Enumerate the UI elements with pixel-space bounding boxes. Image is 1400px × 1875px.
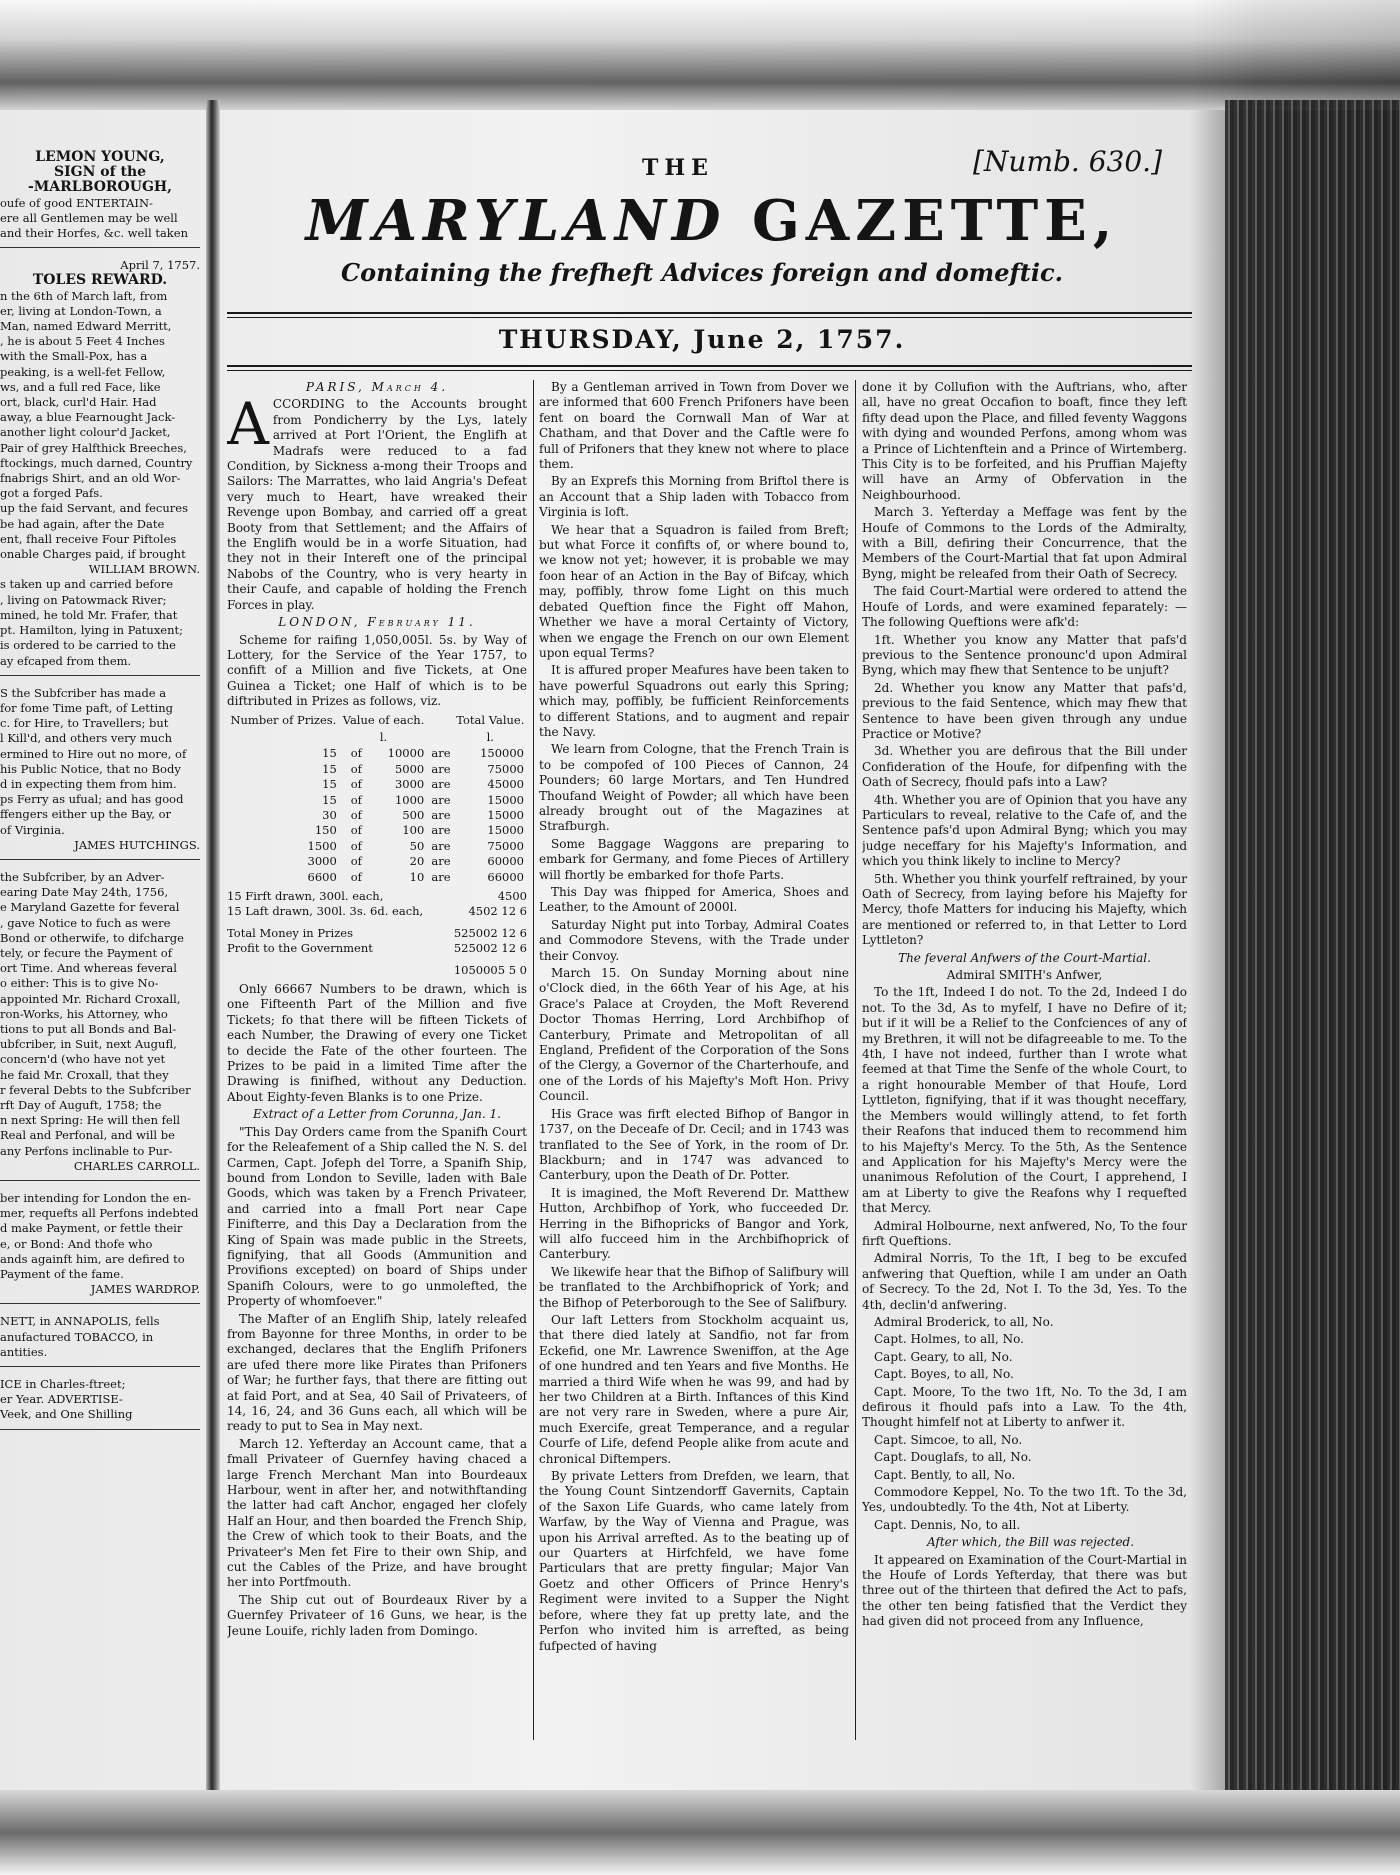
short-answer: Capt. Douglafs, to all, No. <box>874 1450 1032 1465</box>
lottery-cell: are <box>431 792 451 807</box>
lottery-totals <box>227 889 527 978</box>
london-dateline: LONDON, February 11. <box>278 615 476 630</box>
answers-head: The feveral Anfwers of the Court-Martial. <box>898 950 1151 965</box>
lottery-table <box>227 712 527 885</box>
smith-head: Admiral SMITH's Anfwer, <box>946 968 1103 983</box>
ad-signature: WILLIAM BROWN. <box>88 562 200 577</box>
lottery-row <box>227 808 527 823</box>
lottery-cell: of <box>350 807 362 822</box>
bill-rejected: After which, the Bill was rejected. <box>926 1535 1135 1550</box>
lottery-cell: of <box>350 777 362 792</box>
first-drawn-row <box>227 889 527 904</box>
last-drawn-row <box>227 904 527 919</box>
article-columns <box>227 380 1192 1780</box>
lottery-cell: 3000 <box>394 777 425 792</box>
moore-answer: Capt. Moore, To the two 1ft, No. To the 3d, I am defirous it fhould pafs into a Law. To the 4th, Thought himfelf not at Liberty to anfwer it. <box>862 1384 1187 1430</box>
lottery-cell: 3000 <box>307 854 337 869</box>
lottery-unit: l. <box>379 729 388 744</box>
masthead-rule-top <box>227 312 1192 314</box>
lottery-cell: of <box>350 746 362 761</box>
lottery-notes: Only 66667 Numbers to be drawn, which is one Fifteenth Part of the Million and five Tickets; fo that there will be fifteen Tickets of each Number, the Drawing of every one Ticket to decide the Fate of the other fourteen. The Prizes to be paid in a limited Time after the Drawing is finifhed, without any Deduction. About Eighty-feven Blanks is to one Prize. <box>227 982 527 1104</box>
question-1: 1ft. Whether you know any Matter that pafs'd previous to the Sentence pronounc'd upon Admiral Byng, which may fhew that Sentence to be unjuft? <box>862 632 1187 678</box>
ad-body: ICE in Charles-ftreet; er Year. ADVERTISE- Veek, and One Shilling <box>0 1377 133 1422</box>
ad-body: oufe of good ENTERTAIN- ere all Gentlemen may be well and their Horfes, &c. well taken <box>0 195 188 241</box>
bayonne-article: The Mafter of an Englifh Ship, lately releafed from Bayonne for three Months, in order to be exchanged, declares that the Englifh Prifoners are ufed there more like Pirates than Prifoners of War; he further fays, that there are fitting out at faid Port, and at Sea, 40 Sail of Privateers, of 14, 16, 24, and 36 Guns each, all which will be ready to put to Sea in May next. <box>227 1311 527 1434</box>
short-answer: Capt. Simcoe, to all, No. <box>874 1432 1023 1447</box>
keppel-answer: Commodore Keppel, No. To the two 1ft. To the 3d, Yes, undoubtedly. To the 4th, Not at Liberty. <box>862 1485 1187 1515</box>
lottery-cell: are <box>431 823 451 838</box>
lottery-cell: 50 <box>409 838 425 853</box>
lottery-cell: 45000 <box>487 777 524 792</box>
ad-body: NETT, in ANNAPOLIS, fells anufactured TOBACCO, in antities. <box>0 1314 160 1359</box>
lottery-row <box>227 854 527 869</box>
lottery-cell: 15000 <box>487 823 524 838</box>
lottery-header-blank <box>427 712 453 729</box>
lottery-cell: 5000 <box>394 761 425 776</box>
lottery-cell: 150 <box>314 823 337 838</box>
left-advertisement <box>0 258 200 675</box>
column-2-paragraph: Saturday Night put into Torbay, Admiral Coates and Commodore Stevens, with the Trade under their Convoy. <box>539 917 849 963</box>
masthead <box>222 140 1222 315</box>
column-2-paragraph: Some Baggage Waggons are preparing to embark for Germany, and fome Pieces of Artillery will fhortly be embarked for thofe Parts. <box>539 836 849 882</box>
lottery-cell: 15000 <box>487 792 524 807</box>
lottery-cell: are <box>431 854 451 869</box>
left-advertisement <box>0 870 200 1181</box>
norris-answer: Admiral Norris, To the 1ft, I beg to be excufed anfwering that Queftion, while I am under an Oath of Secrecy. To the 2d, Not I. To the 3d, Yes. To the 4th, declin'd anfwering. <box>862 1251 1187 1312</box>
lottery-cell: 75000 <box>487 761 524 776</box>
grand-total-row <box>227 963 527 978</box>
grand-total-value: 1050005 5 0 <box>453 962 527 977</box>
drop-cap: A <box>227 390 269 459</box>
lottery-unit <box>427 729 453 746</box>
left-advertisement <box>0 1377 200 1430</box>
jeune-louise-article: The Ship cut out of Bourdeaux River by a Guernfey Privateer of 16 Guns, we hear, is the Jeune Louife, richly laden from Domingo. <box>227 1592 527 1638</box>
column-2-paragraph: It is affured proper Meafures have been taken to have powerful Squadrons out early this Spring; which may, poffibly, be fufficient Reinforcements to different Stations, and to augment and repair the Navy. <box>539 663 849 739</box>
top-shadow <box>0 0 1400 110</box>
column-2-paragraph: By a Gentleman arrived in Town from Dover we are informed that 600 French Prifoners have been fent on board the Cornwall Man of War at Chatham, and that Dover and the Caftle were fo full of Prifoners that they knew not where to place them. <box>539 380 849 472</box>
short-answer: Capt. Geary, to all, No. <box>874 1349 1013 1364</box>
short-answer: Capt. Holmes, to all, No. <box>874 1332 1024 1347</box>
last-drawn-label: 15 Laft drawn, 300l. 3s. 6d. each, <box>227 904 424 919</box>
issue-number: [Numb. 630.] <box>973 145 1162 178</box>
lottery-header-prizes: Number of Prizes. <box>230 712 337 727</box>
lottery-header-total: Total Value. <box>456 712 525 727</box>
short-answer: Capt. Bently, to all, No. <box>874 1467 1016 1482</box>
lottery-cell: 15 <box>322 777 337 792</box>
lottery-row <box>227 746 527 761</box>
first-drawn-value: 4500 <box>497 889 527 903</box>
corunna-head: Extract of a Letter from Corunna, Jan. 1. <box>253 1107 501 1122</box>
masthead-rule-top-thin <box>227 317 1192 318</box>
column-2-paragraph: We likewife hear that the Bifhop of Salifbury will be tranflated to the Archbifhoprick of York; and the Bifhop of Peterborough to the See of Salifbury. <box>539 1264 849 1310</box>
auftrians-article: done it by Collufion with the Auftrians, who, after all, have no great Occafion to boaft, fince they left fifty dead upon the Place, and filled feventy Waggons with dying and wounded Perfons, among whom was a Prince of Lichtenftein and a Prince of Wirtemberg. This City is to be forfeited, and his Pruffian Majefty will have an Army of Obfervation in the Neighbourhood. <box>862 380 1187 502</box>
lottery-cell: are <box>431 777 451 792</box>
column-2-paragraph: By an Exprefs this Morning from Briftol there is an Account that a Ship laden with Tobacco from Virginia is loft. <box>539 474 849 520</box>
lottery-cell: 30 <box>322 807 337 822</box>
lottery-cell: 75000 <box>487 838 524 853</box>
lottery-header-value: Value of each. <box>342 712 425 727</box>
lottery-row <box>227 823 527 838</box>
main-page <box>222 140 1222 1790</box>
column-2-paragraph: This Day was fhipped for America, Shoes and Leather, to the Amount of 2000l. <box>539 885 849 915</box>
column-2 <box>539 380 849 1780</box>
lottery-cell: are <box>431 746 451 761</box>
column-2-paragraph: We hear that a Squadron is failed from Breft; but what Force it confifts of, or where bound to, we know not yet; however, it is probable we may foon hear of an Action in the Bay of Bifcay, which may, poffibly, throw fome Light on this much debated Queftion fince the Fight off Mahon, Whether we have a moral Certainty of Victory, when we engage the French on our own Element upon equal Terms? <box>539 522 849 660</box>
left-advertisement <box>0 150 200 248</box>
commons-message: March 3. Yefterday a Meffage was fent by the Houfe of Commons to the Lords of the Admiralty, with a Bill, defiring their Concurrence, that the Members of the Court-Martial that fat upon Admiral Byng, might be releafed from their Oath of Secrecy. <box>862 505 1187 581</box>
left-advertisement <box>0 1314 200 1367</box>
column-rule-1 <box>533 380 534 1740</box>
left-advertisement <box>0 1191 200 1304</box>
total-prizes-label: Total Money in Prizes <box>227 925 353 940</box>
bottom-shadow <box>0 1790 1400 1875</box>
masthead-rule-bottom <box>227 365 1192 367</box>
lottery-cell: 15 <box>322 792 337 807</box>
lottery-cell: are <box>431 761 451 776</box>
final-paragraph: It appeared on Examination of the Court-Martial in the Houfe of Lords Yefterday, that there was but three out of the thirteen that defired the Act to pafs, the other ten being fatisfied that the Verdict they had given did not proceed from any Influence, <box>862 1552 1187 1629</box>
dennis-answer: Capt. Dennis, No, to all. <box>874 1517 1021 1532</box>
ad-date: April 7, 1757. <box>120 258 200 273</box>
paris-dateline: PARIS, March 4. <box>305 380 449 394</box>
ad-signature: CHARLES CARROLL. <box>73 1158 200 1173</box>
lottery-cell: 20 <box>409 854 425 869</box>
ad-body: S the Subfcriber has made a for fome Time paft, of Letting c. for Hire, to Travellers; but l Kill'd, and others very much ermined to Hire out no more, of his Public Notice, that no Body d in expecting them from him. ps Ferry as ufual; and has good ffengers either up the Bay, or of Virginia. <box>0 685 187 837</box>
column-2-paragraph: His Grace was firft elected Bifhop of Bangor in 1737, on the Deceafe of Dr. Cecil; and in 1743 was tranflated to the See of York, in the room of Dr. Blackburn; and in 1747 was advanced to Canterbury, upon the Death of Dr. Potter. <box>539 1106 849 1183</box>
lottery-cell: are <box>431 869 451 884</box>
lottery-cell: 15000 <box>487 807 524 822</box>
corunna-letter: "This Day Orders came from the Spanifh Court for the Releafement of a Ship called the N. S. del Carmen, Capt. Jofeph del Torre, a Spanifh Ship, bound from London to Seville, laden with Bale Goods, which was taken by a French Privateer, and carried into a fmall Port near Cape Finifterre, and this Day a Declaration from the King of Spain was made public in the Streets, fignifying, that all Goods (Ammunition and Provifions excepted) on board of Ships under Spanifh Colours, were to go unmolefted, the Property of whomfoever." <box>227 1124 527 1309</box>
ad-signature: JAMES HUTCHINGS. <box>74 837 200 852</box>
short-answer: Admiral Broderick, to all, No. <box>874 1314 1054 1329</box>
first-drawn-label: 15 Firft drawn, 300l. each, <box>227 889 384 903</box>
lottery-cell: 15 <box>322 746 337 761</box>
paris-article <box>227 390 527 613</box>
lottery-scheme-text: Scheme for raifing 1,050,005l. 5s. by Way of Lottery, for the Service of the Year 1757, to confift of a Million and five Tickets, at One Guinea a Ticket; one Half of which is to be diftributed in Prizes as follows, viz. <box>227 632 527 709</box>
lottery-cell: 60000 <box>487 854 524 869</box>
lottery-cell: 150000 <box>480 746 524 761</box>
column-2-paragraph: Our laft Letters from Stockholm acquaint us, that there died lately at Sandfio, not far from Eckefid, one Mr. Lawrence Sweniffon, at the Age of one hundred and ten Years and five Months. He married a third Wife when he was 99, and had by her two Children at a Birth. Inftances of this Kind are not very rare in Sweden, where a pure Air, much Exercife, great Temperance, and a regular Courfe of Life, defend People alike from acute and chronical Diftempers. <box>539 1312 849 1466</box>
newspaper-subtitle: Containing the frefheft Advices foreign and domeftic. <box>341 258 1063 287</box>
issue-date: THURSDAY, June 2, 1757. <box>498 325 906 354</box>
title-gazette: GAZETTE, <box>751 188 1119 254</box>
question-2: 2d. Whether you know any Matter that pafs'd, previous to the faid Sentence, which may fhew that Sentence to have been given through any undue Practice or Motive? <box>862 680 1187 741</box>
question-5: 5th. Whether you think yourfelf reftrained, by your Oath of Secrecy, from laying before his Majefty for Mercy, thofe Matters for inducing his Majefty, which are mentioned or referred to, in that Letter to Lord Lyttleton? <box>862 871 1187 948</box>
lottery-cell: are <box>431 838 451 853</box>
lottery-cell: 10 <box>409 869 425 884</box>
lottery-cell: 1500 <box>307 838 337 853</box>
column-2-paragraph: We learn from Cologne, that the French Train is to be compofed of 100 Pieces of Cannon, 24 Pounders; 60 large Mortars, and Ten Hundred Thoufand Weight of Powder; all which have been already brought out of the Magazines at Strafburgh. <box>539 742 849 834</box>
profit-label: Profit to the Government <box>227 941 373 956</box>
lottery-row <box>227 870 527 885</box>
court-martial-intro: The faid Court-Martial were ordered to attend the Houfe of Lords, and were examined feparately: —The following Queftions were afk'd: <box>862 584 1187 630</box>
lottery-cell: of <box>350 823 362 838</box>
paris-text: CCORDING to the Accounts brought from Pondicherry by the Lys, lately arrived at Port l'Orient, the Englifh at Madrafs were reduced to a fad Condition, by Sickness a-mong their Troops and Sailors: The Marrattes, who laid Angria's Defeat very much to Heart, have wreaked their Revenge upon Bombay, and carried off a great Booty from that Settlement; and the Affairs of the Englifh would be in a worfe Situation, had they not in their Intereft one of the principal Nabobs of the Country, who is very hearty in their Caufe, and capable of holding the French Forces in play. <box>227 397 527 612</box>
question-3: 3d. Whether you are defirous that the Bill under Confideration of the Houfe, for difpenfing with the Oath of Secrecy, fhould pafs into a Law? <box>862 744 1187 790</box>
smith-answer: To the 1ft, Indeed I do not. To the 2d, Indeed I do not. To the 3d, As to myfelf, I have no Defire of it; but if it will be a Relief to the Confciences of any of my Brethren, it will not be difagreeable to me. To the 4th, I have not indeed, further than I wrote what feemed at that Time the Senfe of the whole Court, to a right honourable Member of that Houfe, Lord Lyttleton, fignifying, that if it was thought neceffary, the Members would willingly attend, to fet forth their Reafons that induced them to recommend him to his Majefty's Mercy. To the 5th, As the Sentence and Application for his Majefty's Mercy were the unanimous Refolution of the Court, I apprehend, I am at Liberty to give the Reafons why I requefted that Mercy. <box>862 985 1187 1216</box>
lottery-row <box>227 839 527 854</box>
lottery-cell: 10000 <box>387 746 425 761</box>
lottery-cell: 1000 <box>394 792 425 807</box>
newspaper-title <box>232 188 1192 254</box>
lottery-unit: l. <box>486 729 494 744</box>
lottery-cell: of <box>350 838 362 853</box>
lottery-unit <box>227 729 340 746</box>
masthead-the: THE <box>642 155 714 181</box>
lottery-row <box>227 777 527 792</box>
ad-signature: JAMES WARDROP. <box>90 1282 200 1297</box>
lottery-cell: 15 <box>322 761 337 776</box>
column-2-paragraph: It is imagined, the Moft Reverend Dr. Matthew Hutton, Archbifhop of York, who fucceeded Dr. Herring in the Bifhopricks of Bangor and York, will alfo fucceed him in the Archbifhoprick of Canterbury. <box>539 1185 849 1262</box>
profit-row <box>227 941 527 956</box>
ad-body: ber intending for London the en- mer, requefts all Perfons indebted d make Payment, or fettle their e, or Bond: And thofe who ands againft him, are defired to Payment of the fame. <box>0 1191 199 1282</box>
lottery-cell: 500 <box>402 807 425 822</box>
ad-body: the Subfcriber, by an Adver- earing Date May 24th, 1756, e Maryland Gazette for feveral , gave Notice to fuch as were Bond or otherwife, to difcharge tely, or fecure the Payment of ort Time. And whereas feveral o either: This is to give No- appointed Mr. Richard Croxall, ron-Works, his Attorney, who tions to put all Bonds and Bal- ubfcriber, in Suit, next Augufl, concern'd (who have not yet he faid Mr. Croxall, that they r feveral Debts to the Subfcriber rft Day of Auguft, 1758; the n next Spring: He will then fell Real and Perfonal, and will be any Perfons inclinable to Pur- <box>0 869 191 1158</box>
column-1 <box>227 380 527 1780</box>
ad-heading: TOLES REWARD. <box>32 272 168 289</box>
privateer-article: March 12. Yefterday an Account came, that a fmall Privateer of Guernfey having chaced a large French Merchant Man into Bourdeaux Harbour, went in after her, and notwithftanding the latter had caft Anchor, engaged her clofely Half an Hour, and then boarded the French Ship, the Crew of which took to their Boats, and the Privateer's Men fet Fire to their own Ship, and cut the Cables of the Prize, and have brought her into Portfmouth. <box>227 1436 527 1590</box>
lottery-cell: 100 <box>402 823 425 838</box>
lottery-row <box>227 762 527 777</box>
column-3 <box>862 380 1187 1780</box>
total-prizes-value: 525002 12 6 <box>453 925 527 940</box>
left-page-fragment <box>0 150 200 1790</box>
ad-heading: LEMON YOUNG, SIGN of the -MARLBOROUGH, <box>27 150 173 196</box>
column-rule-2 <box>855 380 856 1740</box>
lottery-cell: of <box>350 854 362 869</box>
lottery-cell: of <box>350 761 362 776</box>
ad-body: n the 6th of March laft, from er, living at London-Town, a Man, named Edward Merritt, , he is about 5 Feet 4 Inches with the Small-Pox, has a peaking, is a well-fet Fellow, ws, and a full red Face, like ort, black, curl'd Hair. Had away, a blue Fearnought Jack- another light colour'd Jacket, Pair of grey Halfthick Breeches, ftockings, much darned, Country fnabrigs Shirt, and an old Wor- got a forged Pafs. up the faid Servant, and fecures be had again, after the Date ent, fhall receive Four Piftoles onable Charges paid, if brought <box>0 288 193 562</box>
title-maryland: MARYLAND <box>305 188 727 254</box>
lottery-cell: of <box>350 869 362 884</box>
last-drawn-value: 4502 12 6 <box>468 904 527 919</box>
ad-postscript: s taken up and carried before , living on Patowmack River; mined, he told Mr. Frafer, that pt. Hamilton, lying in Patuxent; is ordered to be carried to the ay efcaped from them. <box>0 577 184 668</box>
column-2-paragraph: March 15. On Sunday Morning about nine o'Clock died, in the 66th Year of his Age, at his Grace's Palace at Croyden, the Moft Reverend Doctor Thomas Herring, Lord Archbifhop of Canterbury, Primate and Metropolitan of all England, Prefident of the Corporation of the Sons of the Clergy, a Governor of the Charterhoufe, and one of the Lords of his Majefty's Moft Hon. Privy Council. <box>539 966 849 1104</box>
book-gutter <box>206 100 220 1800</box>
column-2-paragraph: By private Letters from Drefden, we learn, that the Young Count Sintzendorff Gavernits, Captain of the Saxon Life Guards, who came lately from Warfaw, by the Way of Vienna and Prague, was upon his Arrival arrefted. As to the beating up of our Quarters at Hirfchfeld, we have fome Particulars that are pretty fingular; Major Van Goetz and other Officers of Prince Henry's Regiment were invited to a Supper the Night before, where they fat up pretty late, and the Perfon who invited him is arrefted, as being fufpected of having <box>539 1469 849 1653</box>
lottery-cell: 6600 <box>307 869 337 884</box>
left-advertisement <box>0 686 200 860</box>
lottery-cell: of <box>350 792 362 807</box>
short-answer: Capt. Boyes, to all, No. <box>874 1367 1014 1382</box>
lottery-cell: are <box>431 807 451 822</box>
masthead-rule-bottom-thin <box>227 370 1192 371</box>
holbourne-answer: Admiral Holbourne, next anfwered, No, To the four firft Queftions. <box>862 1218 1187 1248</box>
profit-value: 525002 12 6 <box>453 941 527 956</box>
lottery-cell: 66000 <box>487 869 524 884</box>
lottery-row <box>227 793 527 808</box>
total-prizes-row <box>227 926 527 941</box>
question-4: 4th. Whether you are of Opinion that you have any Particulars to reveal, relative to the Cafe of, and the Sentence pafs'd upon Admiral Byng; which you may judge neceffary for his Majefty's Information, and which you think likely to incline to Mercy? <box>862 792 1187 869</box>
book-page-edges <box>1225 100 1400 1800</box>
